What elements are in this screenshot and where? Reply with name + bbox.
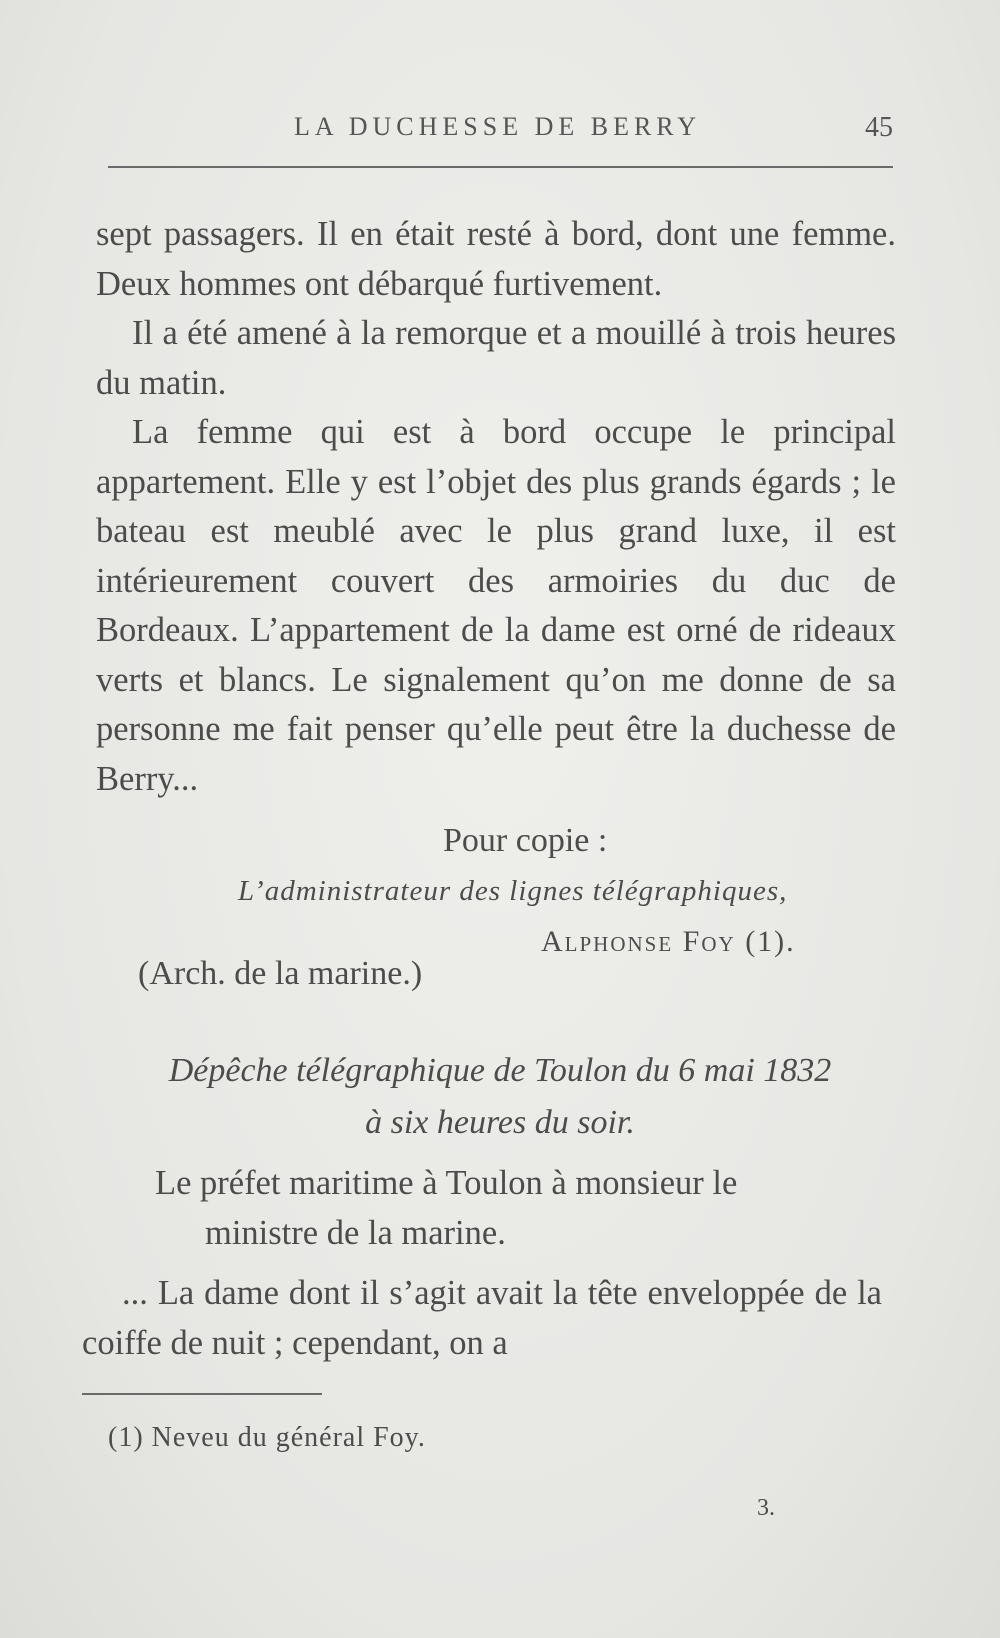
running-head: [108, 112, 893, 152]
recipient-line2: ministre de la marine.: [205, 1214, 506, 1252]
dispatch-heading-line2: à six heures du soir.: [365, 1104, 635, 1141]
recipient-line1: Le préfet maritime à Toulon à monsieur le: [155, 1164, 738, 1202]
paragraph-arrival: Il a été amené à la remorque et a mouillé à trois heures du matin.: [96, 314, 896, 402]
paragraph-continuation: sept passagers. Il en était resté à bord, dont une femme. Deux hommes ont débarqué furtivement.: [96, 215, 896, 303]
footnote: (1) Neveu du général Foy.: [108, 1422, 426, 1453]
page-number: 45: [865, 112, 893, 143]
dispatch-paragraph: ... La dame dont il s’agit avait la tête enveloppée de la coiffe de nuit ; cependant, on a: [82, 1274, 882, 1362]
header-rule: [108, 166, 893, 168]
paragraph-description: La femme qui est à bord occupe le principal appartement. Elle y est l’objet des plus grands égards ; le bateau est meublé avec le plus grand luxe, il est intérieurement couvert des armoiries du duc de Bordeaux. L’appartement de la dame est orné de rideaux verts et blancs. Le signalement qu’on me donne de sa personne me fait penser qu’elle peut être la duchesse de Berry...: [96, 413, 896, 798]
signature-name: Alphonse Foy (1).: [541, 925, 796, 958]
dispatch-heading-line1: Dépêche télégraphique de Toulon du 6 mai 1832: [168, 1052, 832, 1089]
dispatch-text: [82, 1268, 882, 1368]
pour-copie: Pour copie :: [443, 822, 608, 859]
dispatch-heading: [100, 1045, 900, 1149]
footnote-rule: [82, 1393, 322, 1395]
administrator-title: L’administrateur des lignes télégraphiques,: [238, 875, 788, 907]
signature-mark: 3.: [757, 1495, 775, 1521]
body-text: [96, 210, 896, 804]
running-title: LA DUCHESSE DE BERRY: [294, 112, 701, 141]
archive-reference: (Arch. de la marine.): [138, 955, 423, 992]
dispatch-recipient: [155, 1158, 883, 1258]
